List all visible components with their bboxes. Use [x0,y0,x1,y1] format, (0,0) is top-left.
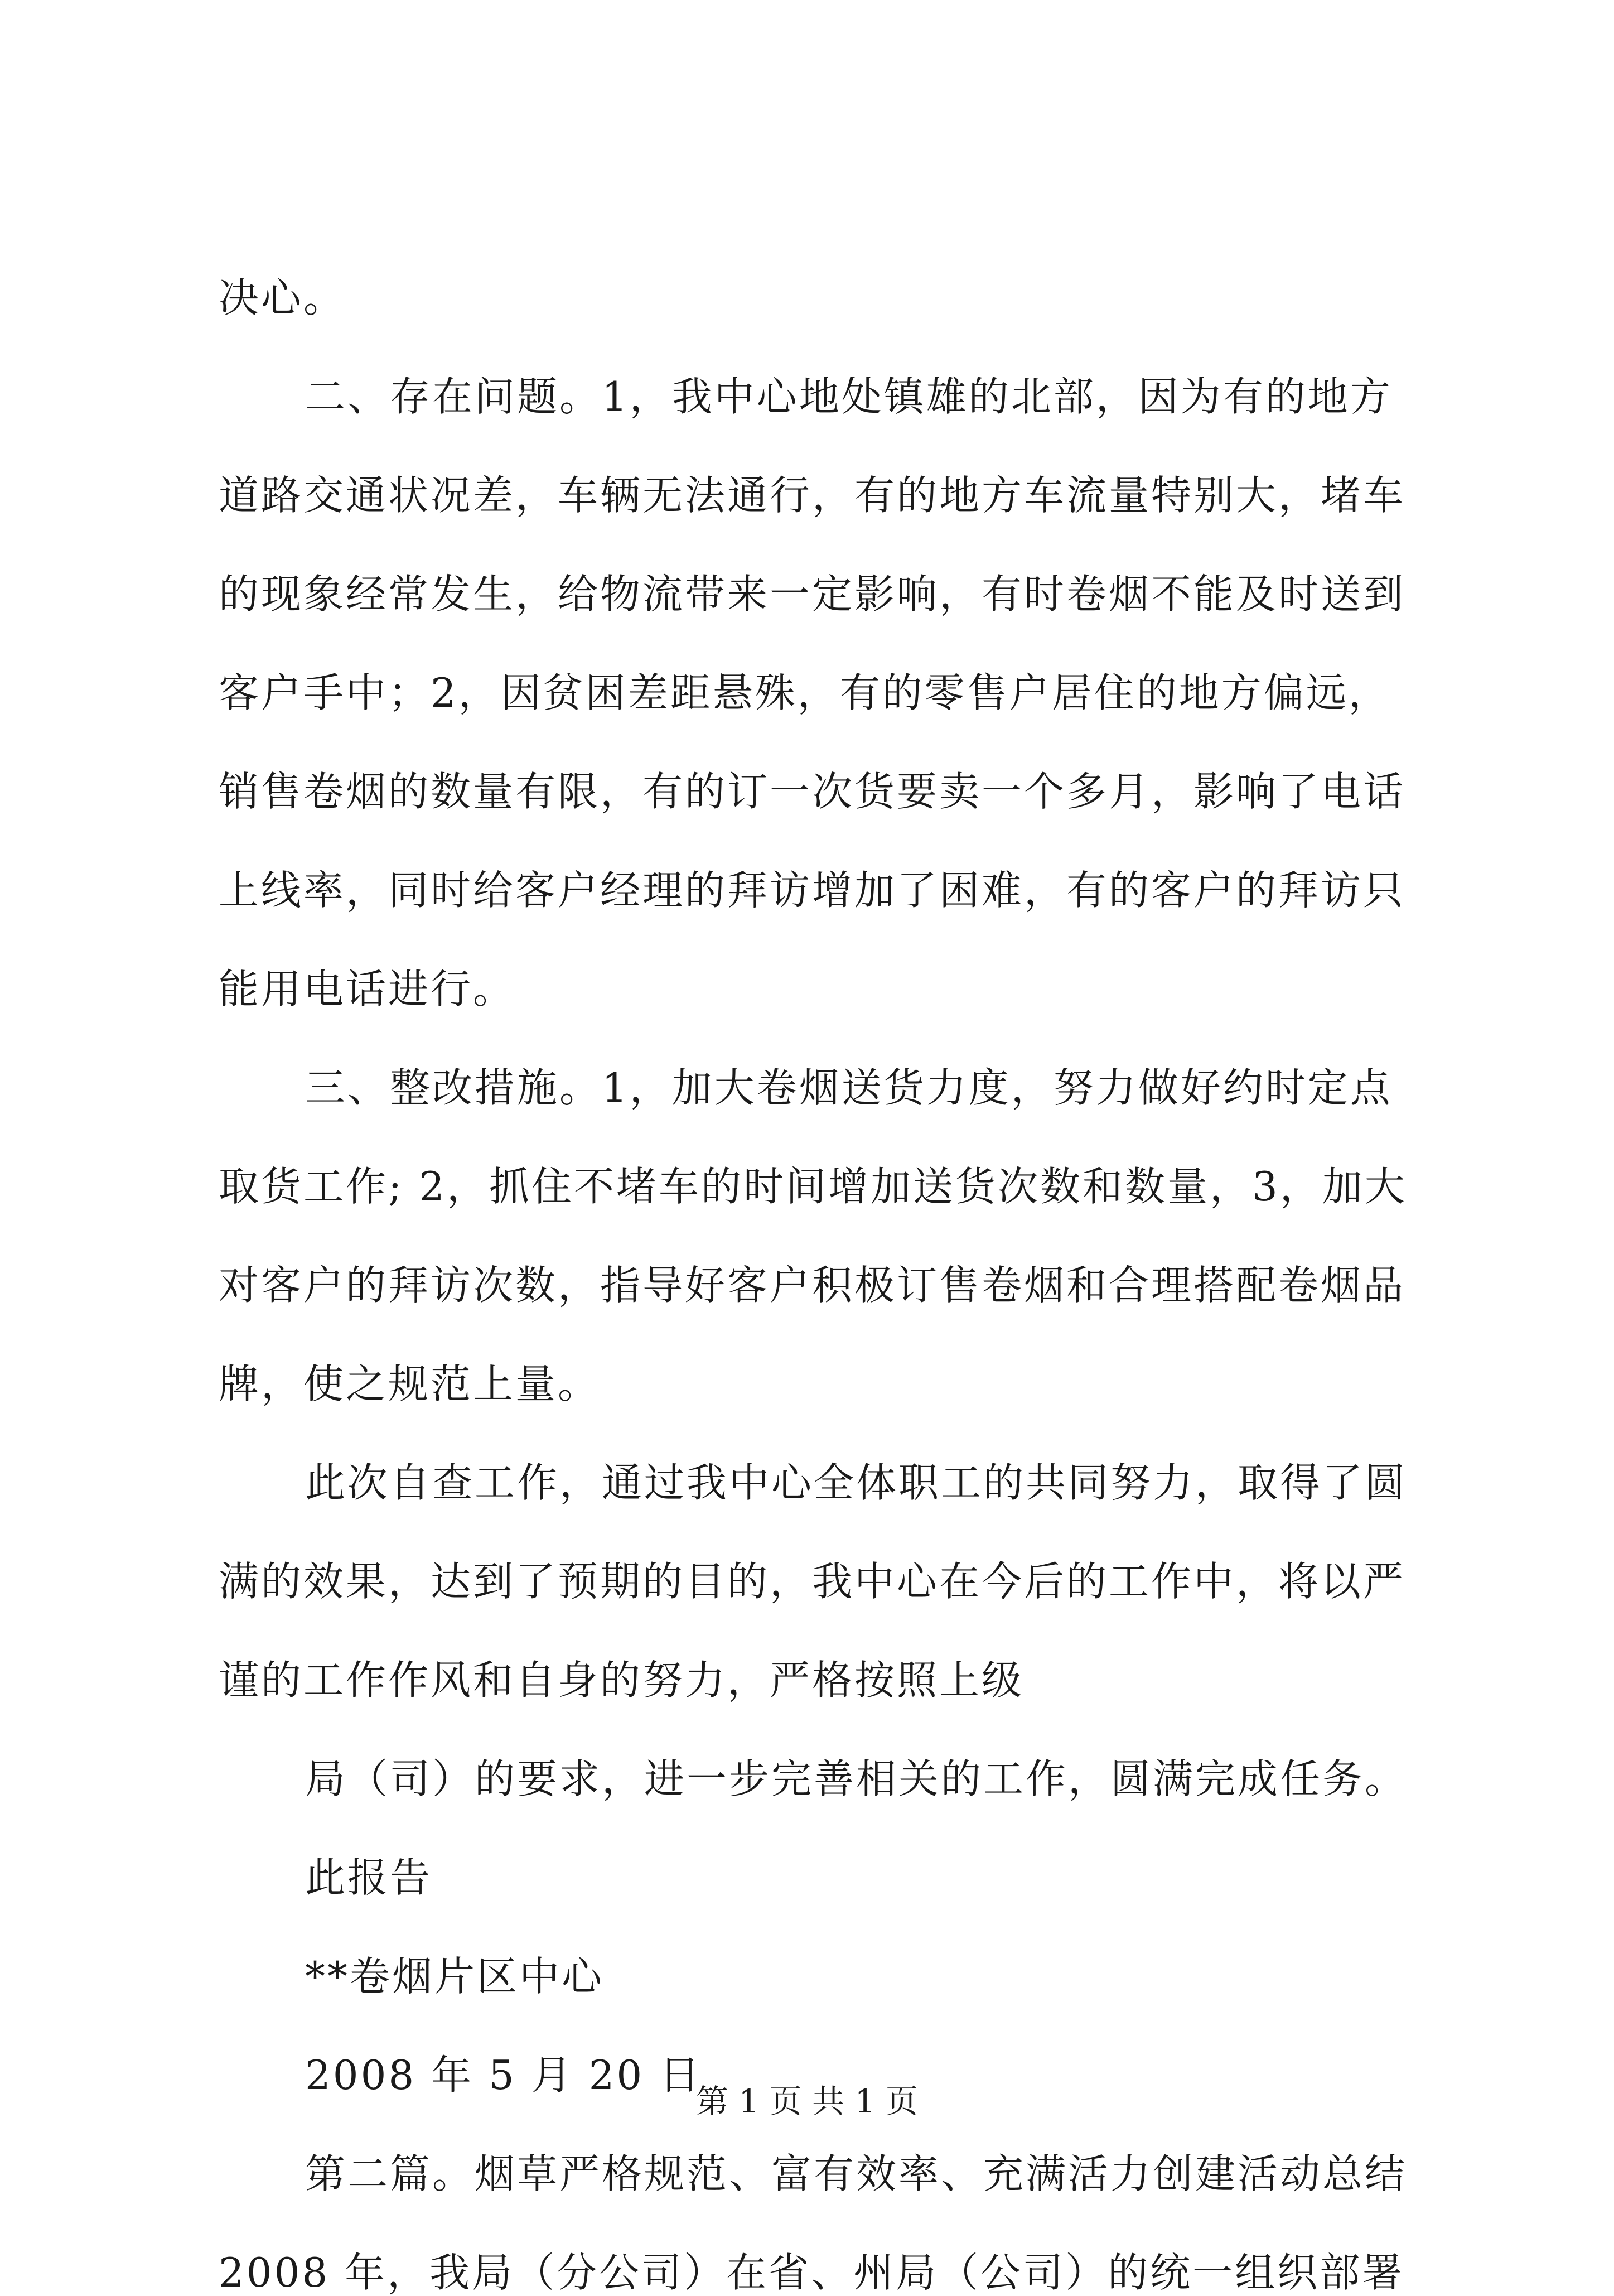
text-line-14: 满的效果，达到了预期的目的，我中心在今后的工作中，将以严 [219,1558,1406,1605]
text-line-19: 2008 年 5 月 20 日 [305,2052,702,2099]
text-line-20: 第二篇。烟草严格规范、富有效率、充满活力创建活动总结 [305,2150,1408,2197]
text-line-9: 三、整改措施。1，加大卷烟送货力度，努力做好约时定点 [305,1064,1393,1111]
text-line-15: 谨的工作作风和自身的努力，严格按照上级 [219,1657,1025,1704]
text-line-2: 二、存在问题。1，我中心地处镇雄的北部，因为有的地方 [305,373,1393,420]
text-line-18: **卷烟片区中心 [305,1953,605,2000]
text-line-13: 此次自查工作，通过我中心全体职工的共同努力，取得了圆 [305,1459,1408,1506]
text-line-16: 局（司）的要求，进一步完善相关的工作，圆满完成任务。 [305,1755,1408,1802]
text-line-11: 对客户的拜访次数，指导好客户积极订售卷烟和合理搭配卷烟品 [219,1262,1406,1309]
text-line-21: 2008 年，我局（分公司）在省、州局（公司）的统一组织部署 [219,2249,1405,2296]
text-line-1: 决心。 [219,274,346,321]
text-line-7: 上线率，同时给客户经理的拜访增加了困难，有的客户的拜访只 [219,867,1406,914]
text-line-12: 牌，使之规范上量。 [219,1361,601,1407]
text-line-6: 销售卷烟的数量有限，有的订一次货要卖一个多月，影响了电话 [219,768,1406,815]
text-line-4: 的现象经常发生，给物流带来一定影响，有时卷烟不能及时送到 [219,571,1406,618]
text-line-8: 能用电话进行。 [219,966,516,1012]
text-line-3: 道路交通状况差，车辆无法通行，有的地方车流量特别大，堵车 [219,472,1406,519]
text-line-5: 客户手中；2，因贫困差距悬殊，有的零售户居住的地方偏远， [219,669,1391,716]
text-line-10: 取货工作; 2，抓住不堵车的时间增加送货次数和数量，3，加大 [219,1163,1407,1210]
text-line-17: 此报告 [305,1854,433,1901]
page-number-footer: 第 1 页 共 1 页 [696,2082,918,2120]
